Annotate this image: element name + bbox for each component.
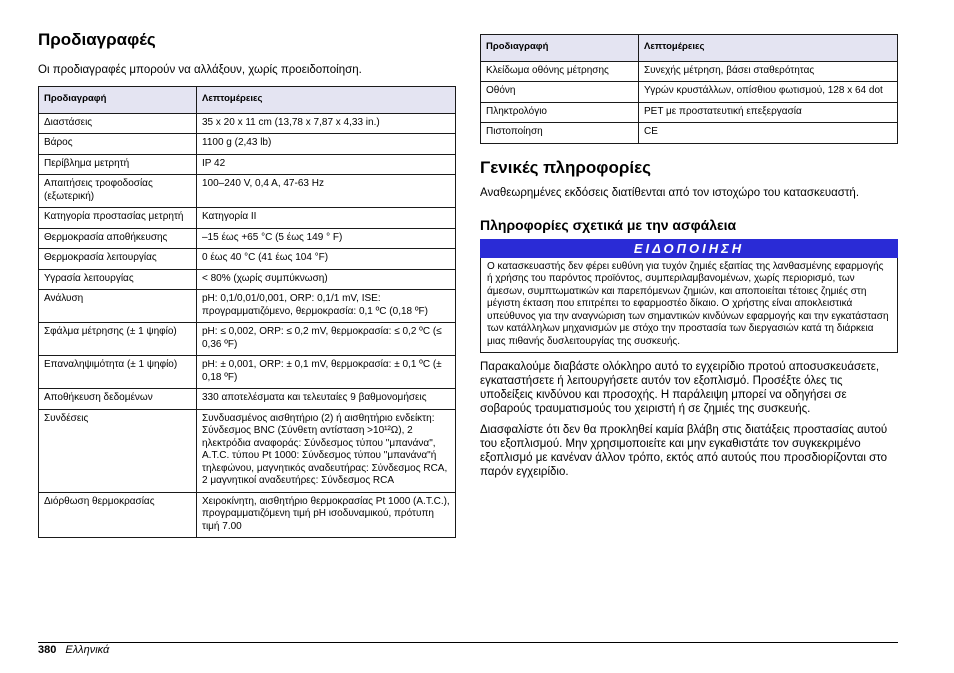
table-row <box>39 290 456 323</box>
spec-name-cell: Βάρος <box>39 134 197 155</box>
spec-details-cell: < 80% (χωρίς συμπύκνωση) <box>197 269 456 290</box>
spec-name-cell: Πληκτρολόγιο <box>481 102 639 123</box>
footer-divider <box>38 642 898 643</box>
spec-details-cell: 0 έως 40 °C (41 έως 104 °F) <box>197 249 456 270</box>
specifications-table-body <box>39 113 456 538</box>
table-row <box>39 356 456 389</box>
notice-title: ΕΙΔΟΠΟΙΗΣΗ <box>480 239 898 258</box>
general-info-heading: Γενικές πληροφορίες <box>480 157 651 177</box>
table-row <box>481 61 898 82</box>
spec-details-cell: pH: ± 0,001, ORP: ± 0,1 mV, θερμοκρασία: ± 0,1 ºC (± 0,18 ºF) <box>197 356 456 389</box>
spec-name-cell: Διαστάσεις <box>39 113 197 134</box>
spec-name-cell: Επαναληψιμότητα (± 1 ψηφίο) <box>39 356 197 389</box>
table-row <box>39 269 456 290</box>
table-row <box>39 113 456 134</box>
spec-name-cell: Οθόνη <box>481 82 639 103</box>
table-row <box>39 409 456 492</box>
spec-details-cell: CE <box>639 123 898 144</box>
safety-paragraph-2: Διασφαλίστε ότι δεν θα προκληθεί καμία βλάβη στις διατάξεις προστασίας αυτού του εξοπλισμού. Μην χρησιμοποιείτε και μην εγκαθιστάτε τον συγκεκριμένο εξοπλισμό με κανέναν άλλον τρόπο, εκτός από αυτούς που προσδιορίζονται στο παρόν εγχειρίδιο. <box>480 424 888 478</box>
spec-details-cell: pH: 0,1/0,01/0,001, ORP: 0,1/1 mV, ISE: προγραμματιζόμενο, θερμοκρασία: 0,1 ºC (0,18 ºF) <box>197 290 456 323</box>
spec-details-cell: –15 έως +65 °C (5 έως 149 ° F) <box>197 228 456 249</box>
table-row <box>39 175 456 208</box>
table-row <box>481 82 898 103</box>
footer-language: Ελληνικά <box>65 644 110 656</box>
safety-info-heading: Πληροφορίες σχετικά με την ασφάλεια <box>480 216 737 233</box>
specifications-heading: Προδιαγραφές <box>38 30 156 49</box>
column-header-details: Λεπτομέρειες <box>639 35 898 62</box>
specifications-intro: Οι προδιαγραφές μπορούν να αλλάξουν, χωρίς προειδοποίηση. <box>38 64 362 76</box>
spec-details-cell: PET με προστατευτική επεξεργασία <box>639 102 898 123</box>
table-row <box>39 323 456 356</box>
page-footer <box>38 644 109 656</box>
table-row <box>39 249 456 270</box>
general-info-text: Αναθεωρημένες εκδόσεις διατίθενται από τον ιστοχώρο του κατασκευαστή. <box>480 186 860 199</box>
safety-paragraph-1: Παρακαλούμε διαβάστε ολόκληρο αυτό το εγχειρίδιο προτού αποσυσκευάσετε, εγκαταστήσετε ή λειτουργήσετε αυτόν τον εξοπλισμό. Προσέξτε όλες τις υποδείξεις κινδύνου και προσοχής. Η παράλειψη μπορεί να οδηγήσει σε σοβαρούς τραυματισμούς του χειριστή ή σε ζημιές της συσκευής. <box>480 361 880 415</box>
spec-name-cell: Συνδέσεις <box>39 409 197 492</box>
left-column <box>38 30 456 538</box>
spec-name-cell: Απαιτήσεις τροφοδοσίας (εξωτερική) <box>39 175 197 208</box>
spec-name-cell: Σφάλμα μέτρησης (± 1 ψηφίο) <box>39 323 197 356</box>
page-number: 380 <box>38 644 57 656</box>
spec-name-cell: Θερμοκρασία λειτουργίας <box>39 249 197 270</box>
spec-details-cell: Υγρών κρυστάλλων, οπίσθιου φωτισμού, 128 x 64 dot <box>639 82 898 103</box>
specifications-table-continued-body <box>481 61 898 143</box>
table-row <box>39 154 456 175</box>
spec-name-cell: Υγρασία λειτουργίας <box>39 269 197 290</box>
specifications-table <box>38 86 456 538</box>
spec-details-cell: 330 αποτελέσματα και τελευταίες 9 βαθμονομήσεις <box>197 389 456 410</box>
spec-name-cell: Αποθήκευση δεδομένων <box>39 389 197 410</box>
spec-name-cell: Κατηγορία προστασίας μετρητή <box>39 208 197 229</box>
spec-name-cell: Ανάλυση <box>39 290 197 323</box>
table-row <box>481 123 898 144</box>
spec-details-cell: Κατηγορία II <box>197 208 456 229</box>
spec-details-cell: Συνεχής μέτρηση, βάσει σταθερότητας <box>639 61 898 82</box>
column-header-spec: Προδιαγραφή <box>39 87 197 114</box>
spec-name-cell: Θερμοκρασία αποθήκευσης <box>39 228 197 249</box>
spec-details-cell: IP 42 <box>197 154 456 175</box>
spec-details-cell: 35 x 20 x 11 cm (13,78 x 7,87 x 4,33 in.) <box>197 113 456 134</box>
spec-name-cell: Διόρθωση θερμοκρασίας <box>39 492 197 538</box>
notice-text: Ο κατασκευαστής δεν φέρει ευθύνη για τυχόν ζημιές εξαιτίας της λανθασμένης εφαρμογής ή χρήσης του παρόντος προϊόντος, συμπεριλαμβανομένων, χωρίς περιορισμό, των άμεσων, συμπτωματικών και παρεπόμενων ζημιών, και αποποιείται τέτοιες ζημιές στη μέγιστη έκταση που επιτρέπει το εφαρμοστέο δίκαιο. Ο χρήστης είναι αποκλειστικά υπεύθυνος για την αναγνώριση των σημαντικών κινδύνων εφαρμογής και την εγκατάσταση των κατάλληλων μηχανισμών με στόχο την προστασία των διεργασιών κατά τη διάρκεια μιας πιθανής δυσλειτουργίας της συσκευής. <box>480 258 898 354</box>
table-row <box>39 492 456 538</box>
table-header-row <box>39 87 456 114</box>
column-header-details: Λεπτομέρειες <box>197 87 456 114</box>
right-column <box>480 34 898 479</box>
spec-details-cell: Χειροκίνητη, αισθητήριο θερμοκρασίας Pt 1000 (A.T.C.), προγραμματιζόμενη τιμή pH ισοδυναμικού, πρότυπη τιμή 7.00 <box>197 492 456 538</box>
spec-name-cell: Κλείδωμα οθόνης μέτρησης <box>481 61 639 82</box>
column-header-spec: Προδιαγραφή <box>481 35 639 62</box>
table-row <box>39 134 456 155</box>
spec-details-cell: 100–240 V, 0,4 A, 47-63 Hz <box>197 175 456 208</box>
table-header-row <box>481 35 898 62</box>
spec-details-cell: Συνδυασμένος αισθητήριο (2) ή αισθητήριο ενδείκτη: Σύνδεσμος BNC (Σύνθετη αντίσταση >10¹²Ω), 2 ηλεκτρόδια αναφοράς: Σύνδεσμος τύπου "μπανάνα", A.T.C. τύπου Pt 1000: Σύνδεσμος τύπου "μπανάνα"ή τηλεφώνου, μαγνητικός αναδευτήρας: Σύνδεσμος RCA, 2 μαγνητικοί αναδευτήρες: Σύνδεσμος RCA <box>197 409 456 492</box>
specifications-table-continued <box>480 34 898 144</box>
spec-name-cell: Περίβλημα μετρητή <box>39 154 197 175</box>
spec-details-cell: 1100 g (2,43 lb) <box>197 134 456 155</box>
table-row <box>39 208 456 229</box>
spec-details-cell: pH: ≤ 0,002, ORP: ≤ 0,2 mV, θερμοκρασία: ≤ 0,2 ºC (≤ 0,36 ºF) <box>197 323 456 356</box>
table-row <box>39 228 456 249</box>
table-row <box>39 389 456 410</box>
table-row <box>481 102 898 123</box>
spec-name-cell: Πιστοποίηση <box>481 123 639 144</box>
